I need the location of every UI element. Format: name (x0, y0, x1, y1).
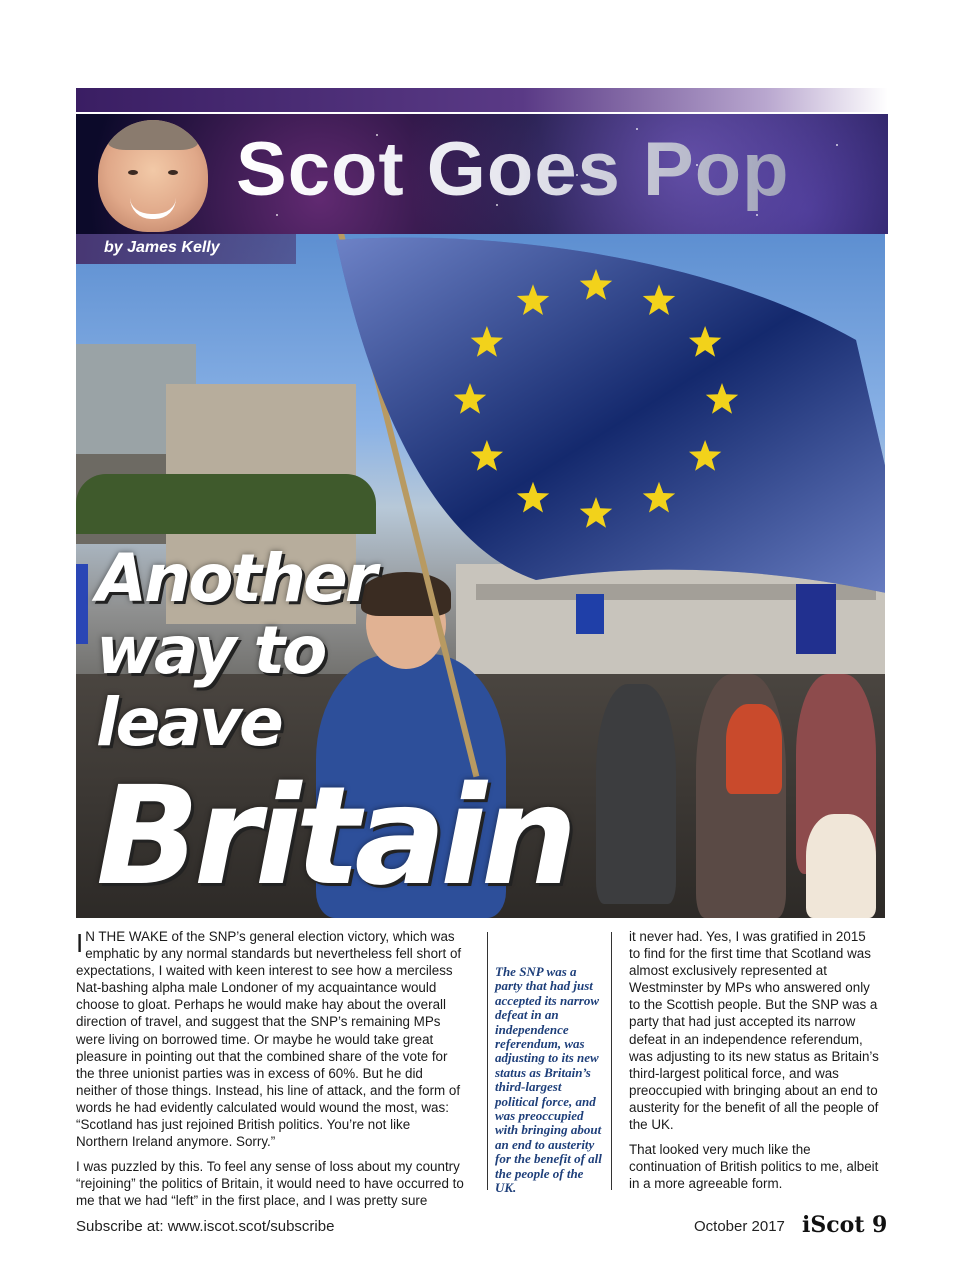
byline-bar (76, 234, 296, 264)
headline-line-4: Britain (96, 758, 572, 916)
dropcap: I (76, 928, 84, 958)
headline-line-1: Another (96, 540, 375, 617)
column-divider (487, 932, 488, 1190)
headline-line-3: leave (96, 684, 281, 761)
article-paragraph: it never had. Yes, I was gratified in 2015 to find for the first time that Scotland was almost exclusively represented at Westminster by MPs who answered only to the Scottish people. But the SNP was a party that had just accepted its narrow defeat in an independence referendum, was adjusting to its new status as Britain’s third-largest political force, and was preoccupied with bringing about an end to austerity for the benefit of all the people of the UK. (629, 929, 879, 1133)
article-column-3 (629, 928, 879, 1200)
article-paragraph: I N THE WAKE of the SNP’s general election victory, which was emphatic by any normal standards but nevertheless fell short of expectations, I waited with keen interest to see how a merciless Nat-bashing alpha male Londoner of my acquaintance would choose to gloat. Perhaps he would make hay about the overall direction of travel, and suggest that the SNP’s remaining MPs were living on borrowed time. Or maybe he would take great pleasure in pointing out that the combined share of the vote for the three unionist parties was in excess of 60%. But he did neither of those things. Instead, his line of attack, and the form of words he had evidently calculated would wound the most, was: “Scotland has just rejoined British politics. You’re not like Northern Ireland anymore. Sorry.” (76, 928, 462, 1150)
headline-line-2: way to (96, 612, 325, 689)
subscribe-link[interactable]: Subscribe at: www.iscot.scot/subscribe (76, 1218, 335, 1235)
pull-quote: The SNP was a party that had just accepted its narrow defeat in an independence referendum, was adjusting to its new status as Britain’s third-largest political force, and was preoccupied with bringing about an end to austerity for the benefit of all the people of the UK. (495, 964, 602, 1196)
column-divider (611, 932, 612, 1190)
column-title: Scot Goes Pop (236, 127, 790, 212)
article-paragraph: That looked very much like the continuation of British politics to me, albeit in a more agreeable form. (629, 1142, 879, 1192)
article-column-1 (76, 928, 464, 1218)
page-number: 9 (872, 1212, 888, 1238)
column-banner (76, 114, 888, 234)
article-paragraph: I was puzzled by this. To feel any sense of loss about my country “rejoining” the politics of Britain, it would need to have occurred to me that we had “left” in the first place, and I was pretty sure (76, 1159, 464, 1209)
header-strip (76, 88, 888, 112)
issue-date: October 2017 (694, 1218, 785, 1235)
byline: by James Kelly (104, 239, 220, 256)
iscot-logo: iScot (802, 1212, 865, 1238)
author-avatar (98, 120, 208, 232)
